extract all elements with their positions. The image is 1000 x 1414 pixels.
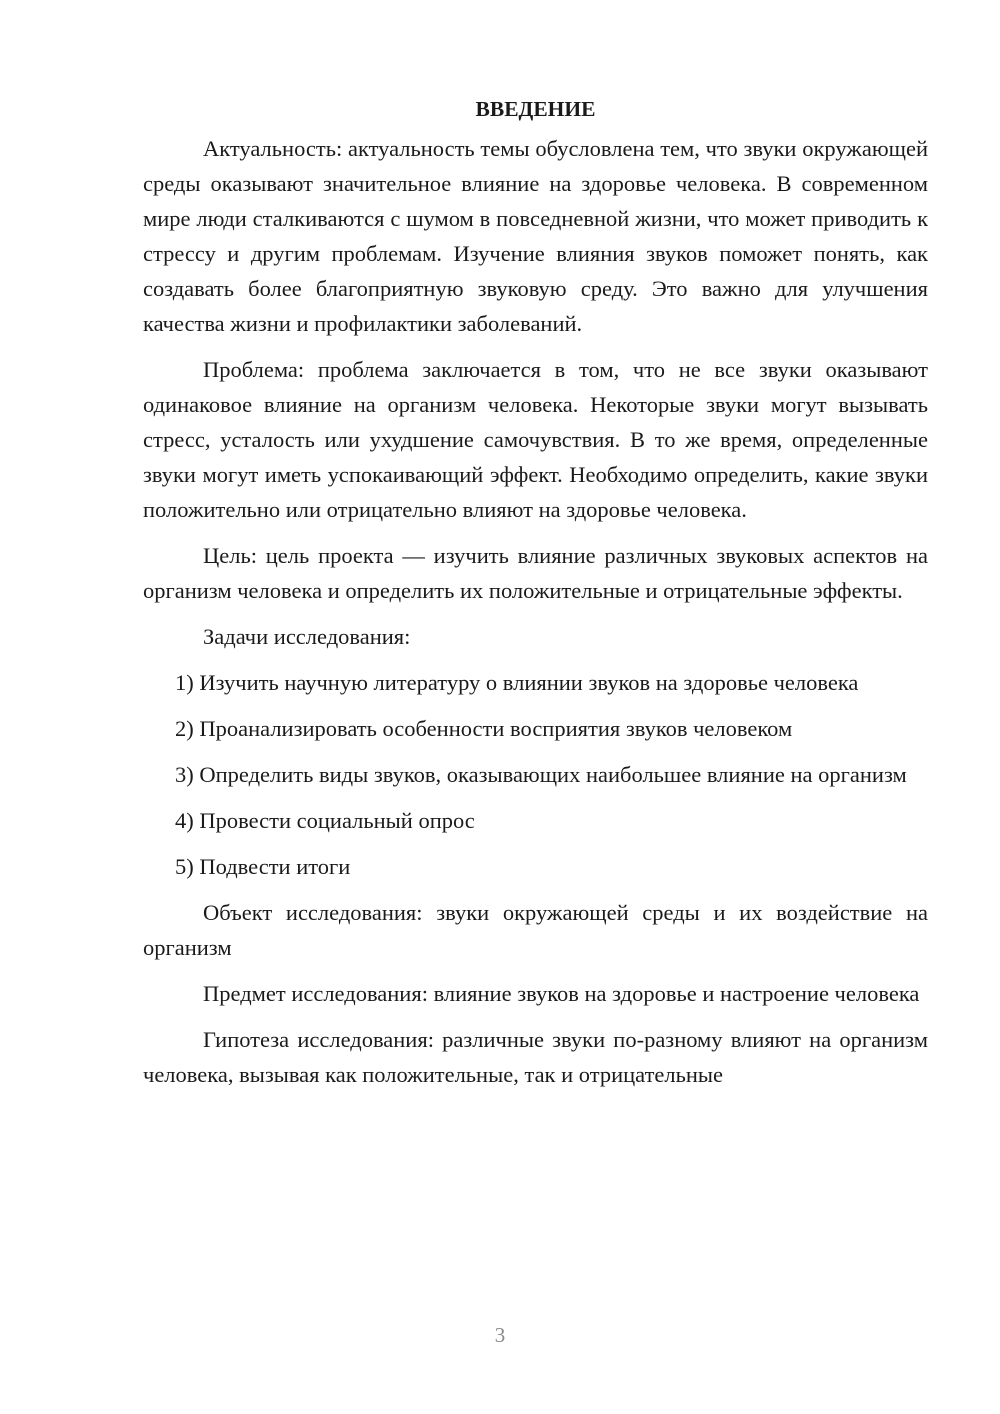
task-item-3: 3) Определить виды звуков, оказывающих наибольшее влияние на организм [175,762,907,787]
paragraph-subject: Предмет исследования: влияние звуков на здоровье и настроение человека [203,981,920,1006]
task-item-1: 1) Изучить научную литературу о влиянии звуков на здоровье человека [175,670,859,695]
tasks-heading: Задачи исследования: [203,624,411,649]
task-item-4: 4) Провести социальный опрос [175,808,475,833]
page-body [143,92,928,1103]
task-item-2: 2) Проанализировать особенности восприятия звуков человеком [175,716,793,741]
paragraph-hypothesis: Гипотеза исследования: различные звуки по-разному влияют на организм человека, вызывая как положительные, так и отрицательные [143,1027,928,1087]
page-number: 3 [494,1323,506,1347]
paragraph-goal: Цель: цель проекта — изучить влияние различных звуковых аспектов на организм человека и определить их положительные и отрицательные эффекты. [143,543,928,603]
task-item-5: 5) Подвести итоги [175,854,351,879]
paragraph-relevance: Актуальность: актуальность темы обусловлена тем, что звуки окружающей среды оказывают значительное влияние на здоровье человека. В современном мире люди сталкиваются с шумом в повседневной жизни, что может приводить к стрессу и другим проблемам. Изучение влияния звуков поможет понять, как создавать более благоприятную звуковую среду. Это важно для улучшения качества жизни и профилактики заболеваний. [143,136,928,336]
paragraph-object: Объект исследования: звуки окружающей среды и их воздействие на организм [143,900,928,960]
paragraph-problem: Проблема: проблема заключается в том, что не все звуки оказывают одинаковое влияние на организм человека. Некоторые звуки могут вызывать стресс, усталость или ухудшение самочувствия. В то же время, определенные звуки могут иметь успокаивающий эффект. Необходимо определить, какие звуки положительно или отрицательно влияют на здоровье человека. [143,357,928,522]
section-title: ВВЕДЕНИЕ [475,97,596,121]
